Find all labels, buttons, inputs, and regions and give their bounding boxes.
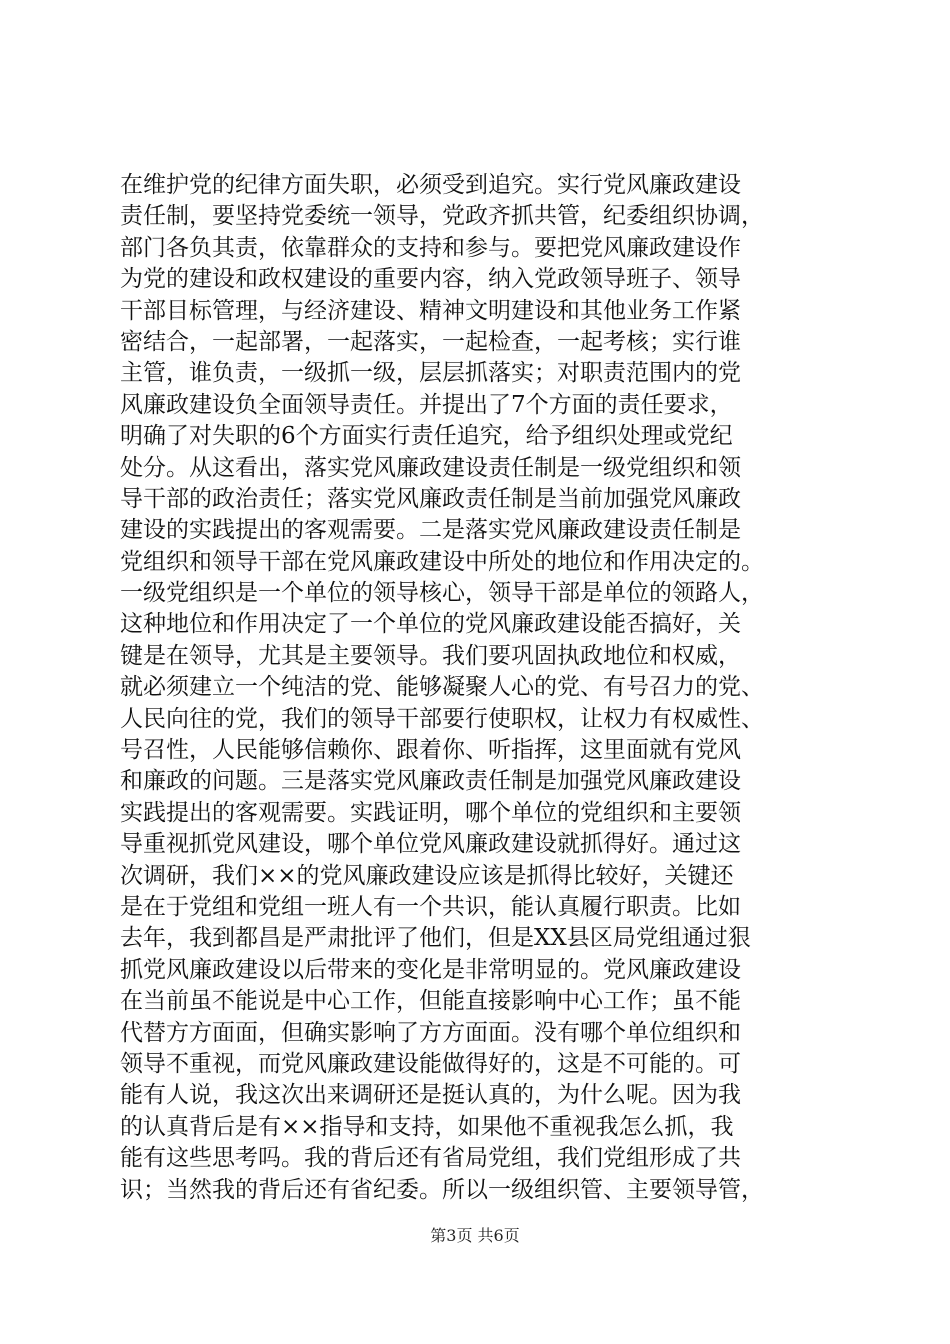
text-line: 和廉政的问题。三是落实党风廉政责任制是加强党风廉政建设 <box>120 768 741 795</box>
text-line: 能有这些思考吗。我的背后还有省局党组，我们党组形成了共 <box>120 1145 741 1172</box>
text-line: 导干部的政治责任；落实党风廉政责任制是当前加强党风廉政 <box>120 485 741 512</box>
text-line: 次调研，我们××的党风廉政建设应该是抓得比较好，关键还 <box>120 862 734 889</box>
text-line: 键是在领导，尤其是主要领导。我们要巩固执政地位和权威， <box>120 642 741 669</box>
body-text <box>120 170 840 1206</box>
text-line: 为党的建设和政权建设的重要内容，纳入党政领导班子、领导 <box>120 266 741 293</box>
text-line: 党组织和领导干部在党风廉政建设中所处的地位和作用决定的。 <box>120 548 764 575</box>
text-line: 密结合，一起部署，一起落实，一起检查，一起考核；实行谁 <box>120 328 741 355</box>
text-line: 识；当然我的背后还有省纪委。所以一级组织管、主要领导管， <box>120 1176 764 1203</box>
text-line: 实践提出的客观需要。实践证明，哪个单位的党组织和主要领 <box>120 799 741 826</box>
text-line: 建设的实践提出的客观需要。二是落实党风廉政建设责任制是 <box>120 517 741 544</box>
text-line: 在维护党的纪律方面失职，必须受到追究。实行党风廉政建设 <box>120 172 741 198</box>
text-line: 部门各负其责，依靠群众的支持和参与。要把党风廉政建设作 <box>120 234 741 261</box>
text-line: 是在于党组和党组一班人有一个共识，能认真履行职责。比如 <box>120 893 741 920</box>
text-line: 导重视抓党风建设，哪个单位党风廉政建设就抓得好。通过这 <box>120 831 741 858</box>
text-line: 干部目标管理，与经济建设、精神文明建设和其他业务工作紧 <box>120 297 741 324</box>
text-line: 人民向往的党，我们的领导干部要行使职权，让权力有权威性、 <box>120 705 764 732</box>
text-line: 代替方方面面，但确实影响了方方面面。没有哪个单位组织和 <box>120 1019 741 1046</box>
text-line: 在当前虽不能说是中心工作，但能直接影响中心工作；虽不能 <box>120 988 741 1015</box>
text-line: 这种地位和作用决定了一个单位的党风廉政建设能否搞好，关 <box>120 611 741 638</box>
page-footer: 第3页 共6页 <box>430 1226 520 1245</box>
text-line: 领导不重视，而党风廉政建设能做得好的，这是不可能的。可 <box>120 1050 741 1077</box>
text-line: 一级党组织是一个单位的领导核心，领导干部是单位的领路人， <box>120 580 764 607</box>
text-line: 能有人说，我这次出来调研还是挺认真的，为什么呢。因为我 <box>120 1082 741 1109</box>
text-line: 去年，我到都昌是严肃批评了他们，但是XX县区局党组通过狠 <box>120 925 751 952</box>
text-line: 风廉政建设负全面领导责任。并提出了7个方面的责任要求， <box>120 391 733 418</box>
text-line: 处分。从这看出，落实党风廉政建设责任制是一级党组织和领 <box>120 454 741 481</box>
text-line: 责任制，要坚持党委统一领导，党政齐抓共管，纪委组织协调， <box>120 203 764 230</box>
text-line: 主管，谁负责，一级抓一级，层层抓落实；对职责范围内的党 <box>120 360 741 387</box>
text-line: 明确了对失职的6个方面实行责任追究，给予组织处理或党纪 <box>120 423 733 450</box>
text-line: 就必须建立一个纯洁的党、能够凝聚人心的党、有号召力的党、 <box>120 674 764 701</box>
text-line: 号召性，人民能够信赖你、跟着你、听指挥，这里面就有党风 <box>120 737 741 764</box>
text-line: 抓党风廉政建设以后带来的变化是非常明显的。党风廉政建设 <box>120 956 741 983</box>
text-line: 的认真背后是有××指导和支持，如果他不重视我怎么抓，我 <box>120 1113 734 1140</box>
